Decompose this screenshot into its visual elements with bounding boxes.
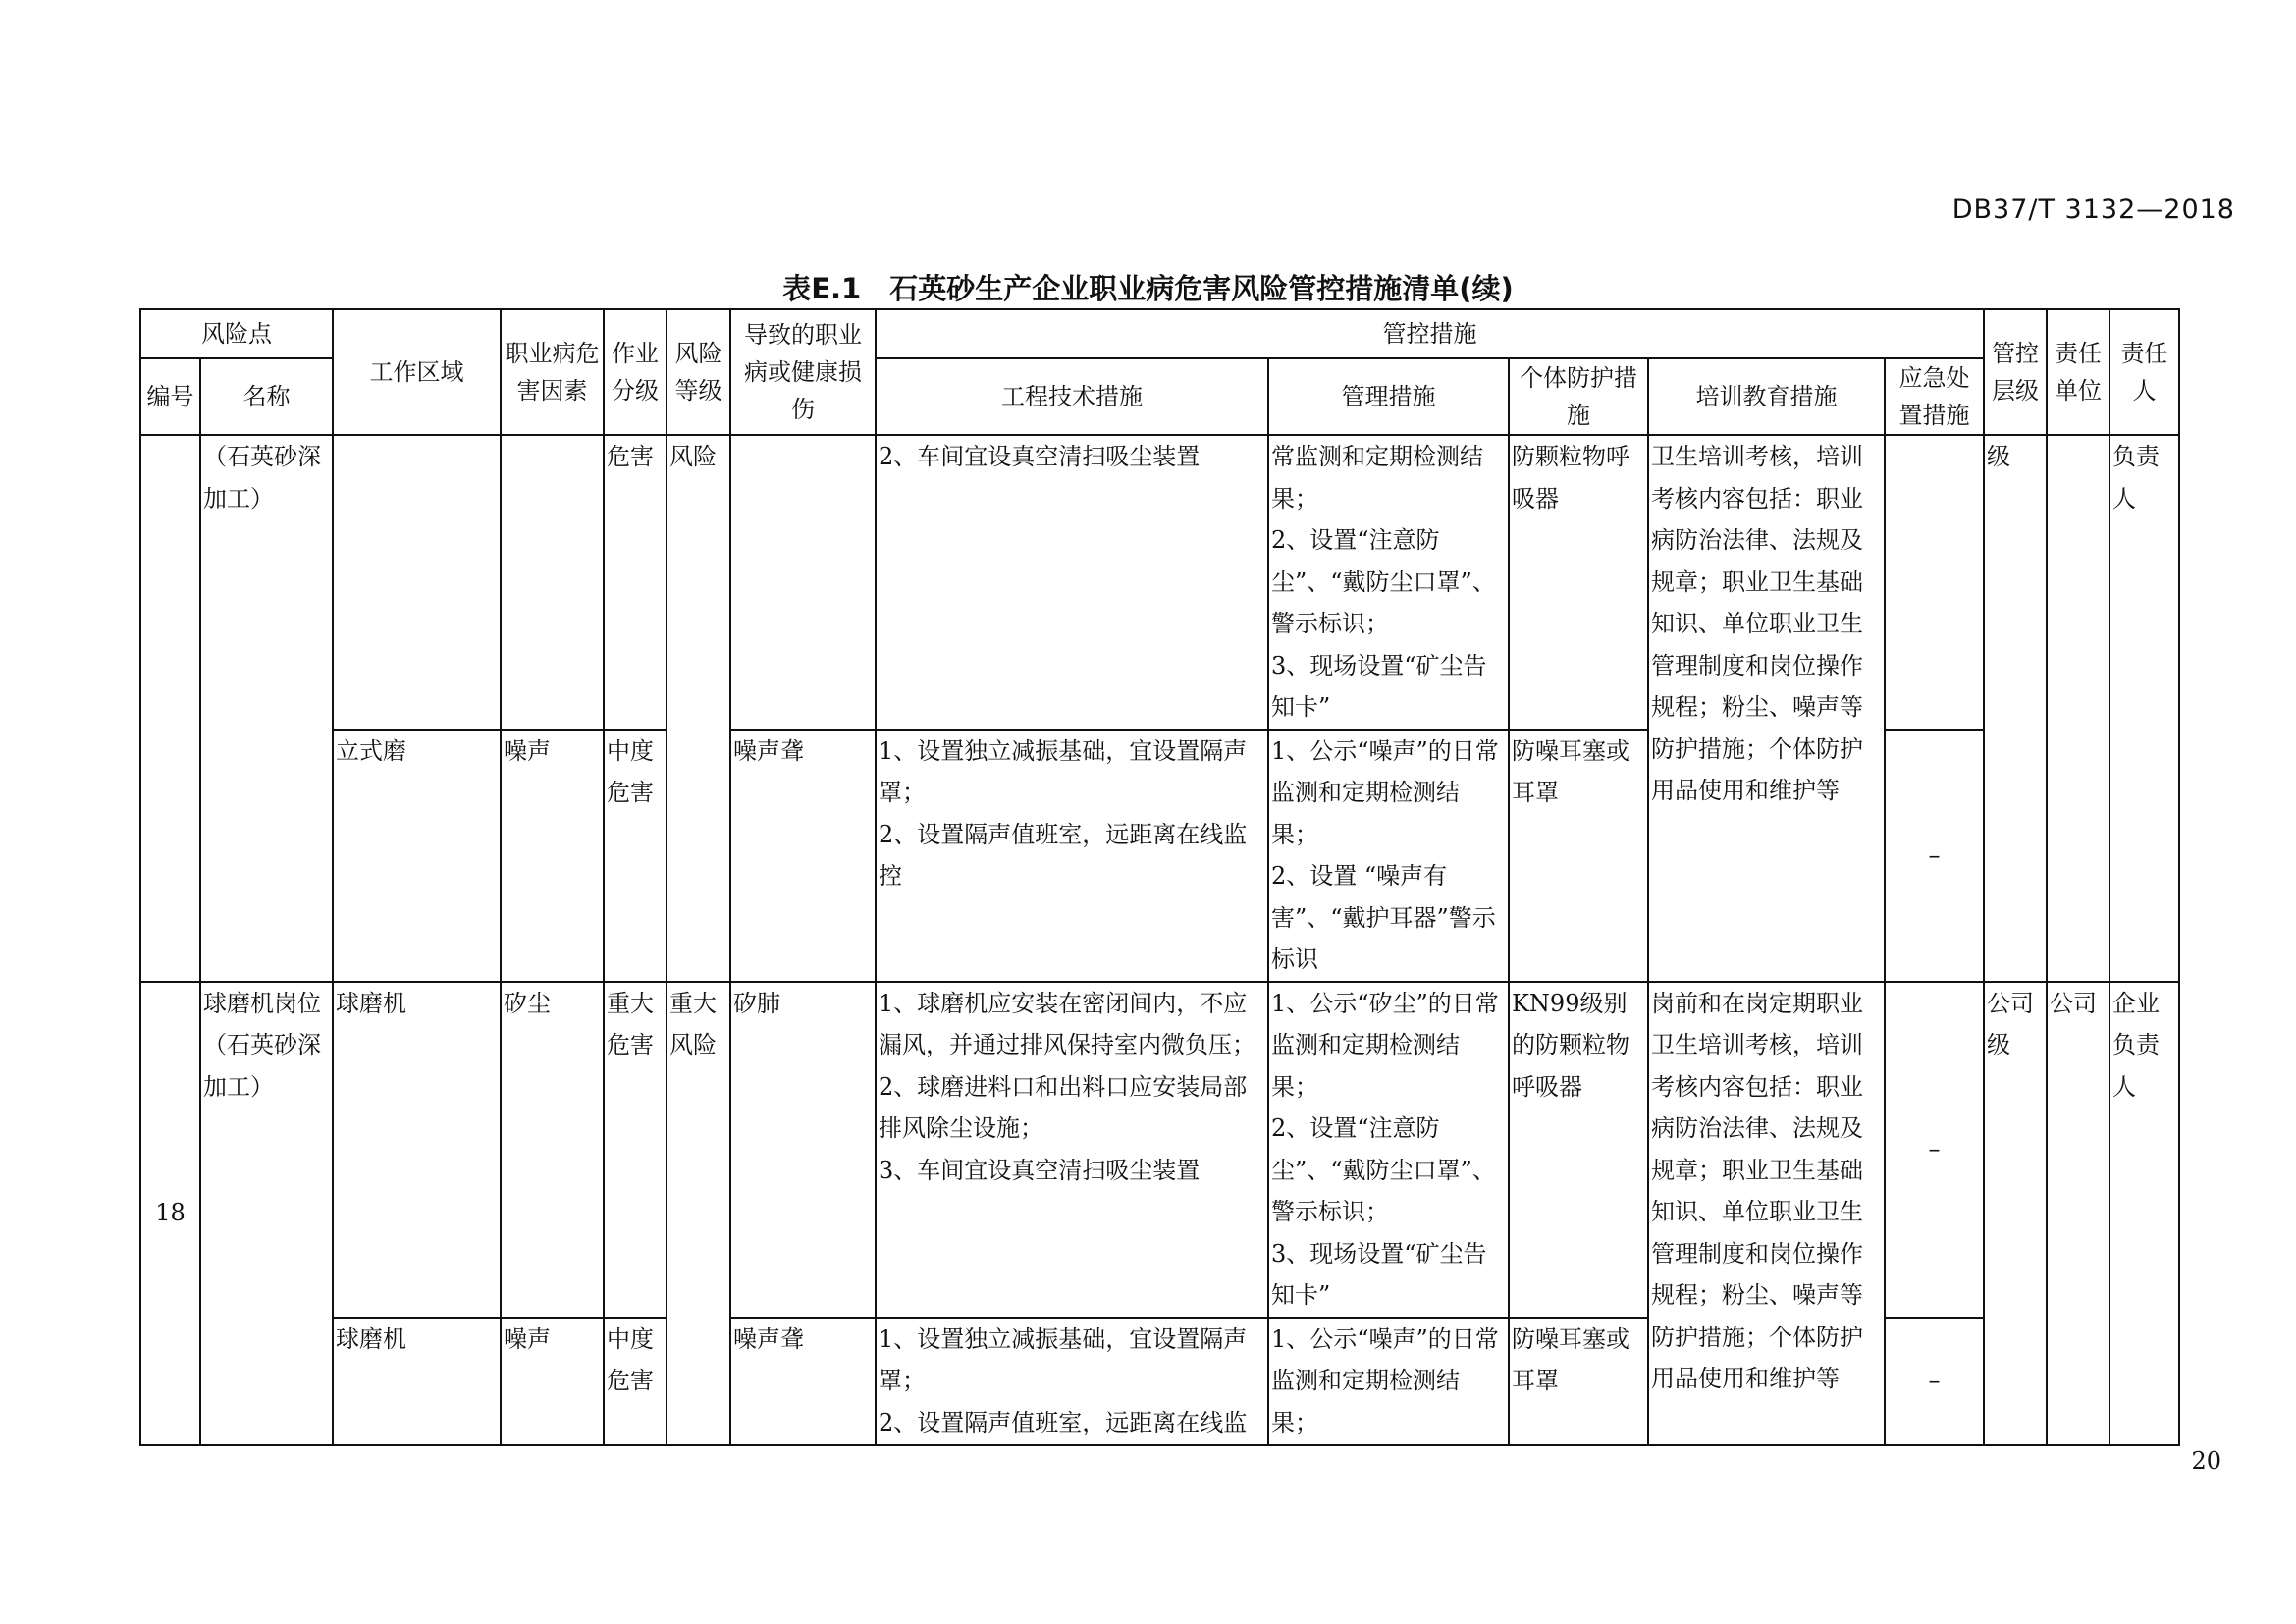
cell-operation-level: 中度危害 [604, 1318, 667, 1445]
document-code: DB37/T 3132—2018 [1951, 194, 2235, 225]
header-control-layer: 管控层级 [1984, 309, 2047, 435]
header-number: 编号 [140, 358, 200, 435]
header-ppe-measures: 个体防护措施 [1509, 358, 1648, 435]
cell-ppe: KN99级别的防颗粒物呼吸器 [1509, 982, 1648, 1318]
cell-responsible-person: 企业负责人 [2109, 982, 2179, 1445]
cell-ppe: 防噪耳塞或耳罩 [1509, 730, 1648, 982]
cell-operation-level: 重大危害 [604, 982, 667, 1318]
header-control-measures: 管控措施 [876, 309, 1984, 358]
cell-disease: 矽肺 [730, 982, 876, 1318]
cell-work-area: 球磨机 [333, 1318, 501, 1445]
cell-training: 卫生培训考核，培训考核内容包括：职业病防治法律、法规及规章；职业卫生基础知识、单位职业卫生管理制度和岗位操作规程；粉尘、噪声等防护措施；个体防护用品使用和维护等 [1648, 435, 1885, 982]
cell-number: 18 [140, 982, 200, 1445]
cell-operation-level: 中度危害 [604, 730, 667, 982]
cell-engineering: 1、球磨机应安装在密闭间内，不应漏风，并通过排风保持室内微负压； 2、球磨进料口和出料口应安装局部排风除尘设施； 3、车间宜设真空清扫吸尘装置 [876, 982, 1268, 1318]
cell-name: 球磨机岗位（石英砂深加工） [200, 982, 333, 1445]
cell-engineering: 1、设置独立减振基础，宜设置隔声罩； 2、设置隔声值班室，远距离在线监 [876, 1318, 1268, 1445]
header-management-measures: 管理措施 [1268, 358, 1509, 435]
cell-risk-level: 风险 [667, 435, 730, 982]
header-engineering-measures: 工程技术措施 [876, 358, 1268, 435]
cell-emergency [1885, 435, 1984, 730]
cell-emergency: – [1885, 730, 1984, 982]
header-work-area: 工作区域 [333, 309, 501, 435]
header-risk-point: 风险点 [140, 309, 333, 358]
header-disease: 导致的职业病或健康损伤 [730, 309, 876, 435]
cell-hazard-factor [501, 435, 604, 730]
cell-name: （石英砂深加工） [200, 435, 333, 982]
cell-operation-level: 危害 [604, 435, 667, 730]
cell-ppe: 防噪耳塞或耳罩 [1509, 1318, 1648, 1445]
cell-number [140, 435, 200, 982]
cell-responsible-person: 负责人 [2109, 435, 2179, 982]
table-title: 表E.1 石英砂生产企业职业病危害风险管控措施清单(续) [782, 272, 1514, 305]
cell-hazard-factor: 噪声 [501, 1318, 604, 1445]
cell-control-layer: 公司级 [1984, 982, 2047, 1445]
cell-disease [730, 435, 876, 730]
page-number: 20 [2191, 1447, 2221, 1475]
cell-work-area: 球磨机 [333, 982, 501, 1318]
header-emergency-measures: 应急处置措施 [1885, 358, 1984, 435]
header-responsible-unit: 责任单位 [2047, 309, 2109, 435]
cell-training: 岗前和在岗定期职业卫生培训考核，培训考核内容包括：职业病防治法律、法规及规章；职业卫生基础知识、单位职业卫生管理制度和岗位操作规程；粉尘、噪声等防护措施；个体防护用品使用和维护等 [1648, 982, 1885, 1445]
risk-control-table [139, 308, 2180, 1446]
cell-management: 1、公示“噪声”的日常监测和定期检测结果； 2、设置 “噪声有害”、“戴护耳器”警示标识 [1268, 730, 1509, 982]
cell-hazard-factor: 矽尘 [501, 982, 604, 1318]
cell-control-layer: 级 [1984, 435, 2047, 982]
cell-hazard-factor: 噪声 [501, 730, 604, 982]
cell-disease: 噪声聋 [730, 1318, 876, 1445]
cell-risk-level: 重大风险 [667, 982, 730, 1445]
table-row [140, 982, 2179, 1318]
header-responsible-person: 责任人 [2109, 309, 2179, 435]
cell-management: 1、公示“矽尘”的日常监测和定期检测结果； 2、设置“注意防尘”、“戴防尘口罩”、警示标识； 3、现场设置“矿尘告知卡” [1268, 982, 1509, 1318]
cell-management: 常监测和定期检测结果； 2、设置“注意防尘”、“戴防尘口罩”、警示标识； 3、现场设置“矿尘告知卡” [1268, 435, 1509, 730]
cell-engineering: 1、设置独立减振基础，宜设置隔声罩； 2、设置隔声值班室，远距离在线监控 [876, 730, 1268, 982]
header-training-measures: 培训教育措施 [1648, 358, 1885, 435]
header-operation-level: 作业分级 [604, 309, 667, 435]
cell-management: 1、公示“噪声”的日常监测和定期检测结果； [1268, 1318, 1509, 1445]
cell-emergency: – [1885, 982, 1984, 1318]
cell-work-area [333, 435, 501, 730]
cell-emergency: – [1885, 1318, 1984, 1445]
header-risk-level: 风险等级 [667, 309, 730, 435]
cell-ppe: 防颗粒物呼吸器 [1509, 435, 1648, 730]
cell-engineering: 2、车间宜设真空清扫吸尘装置 [876, 435, 1268, 730]
header-hazard-factor: 职业病危害因素 [501, 309, 604, 435]
cell-responsible-unit [2047, 435, 2109, 982]
table-row [140, 435, 2179, 730]
cell-responsible-unit: 公司 [2047, 982, 2109, 1445]
cell-work-area: 立式磨 [333, 730, 501, 982]
cell-disease: 噪声聋 [730, 730, 876, 982]
header-name: 名称 [200, 358, 333, 435]
